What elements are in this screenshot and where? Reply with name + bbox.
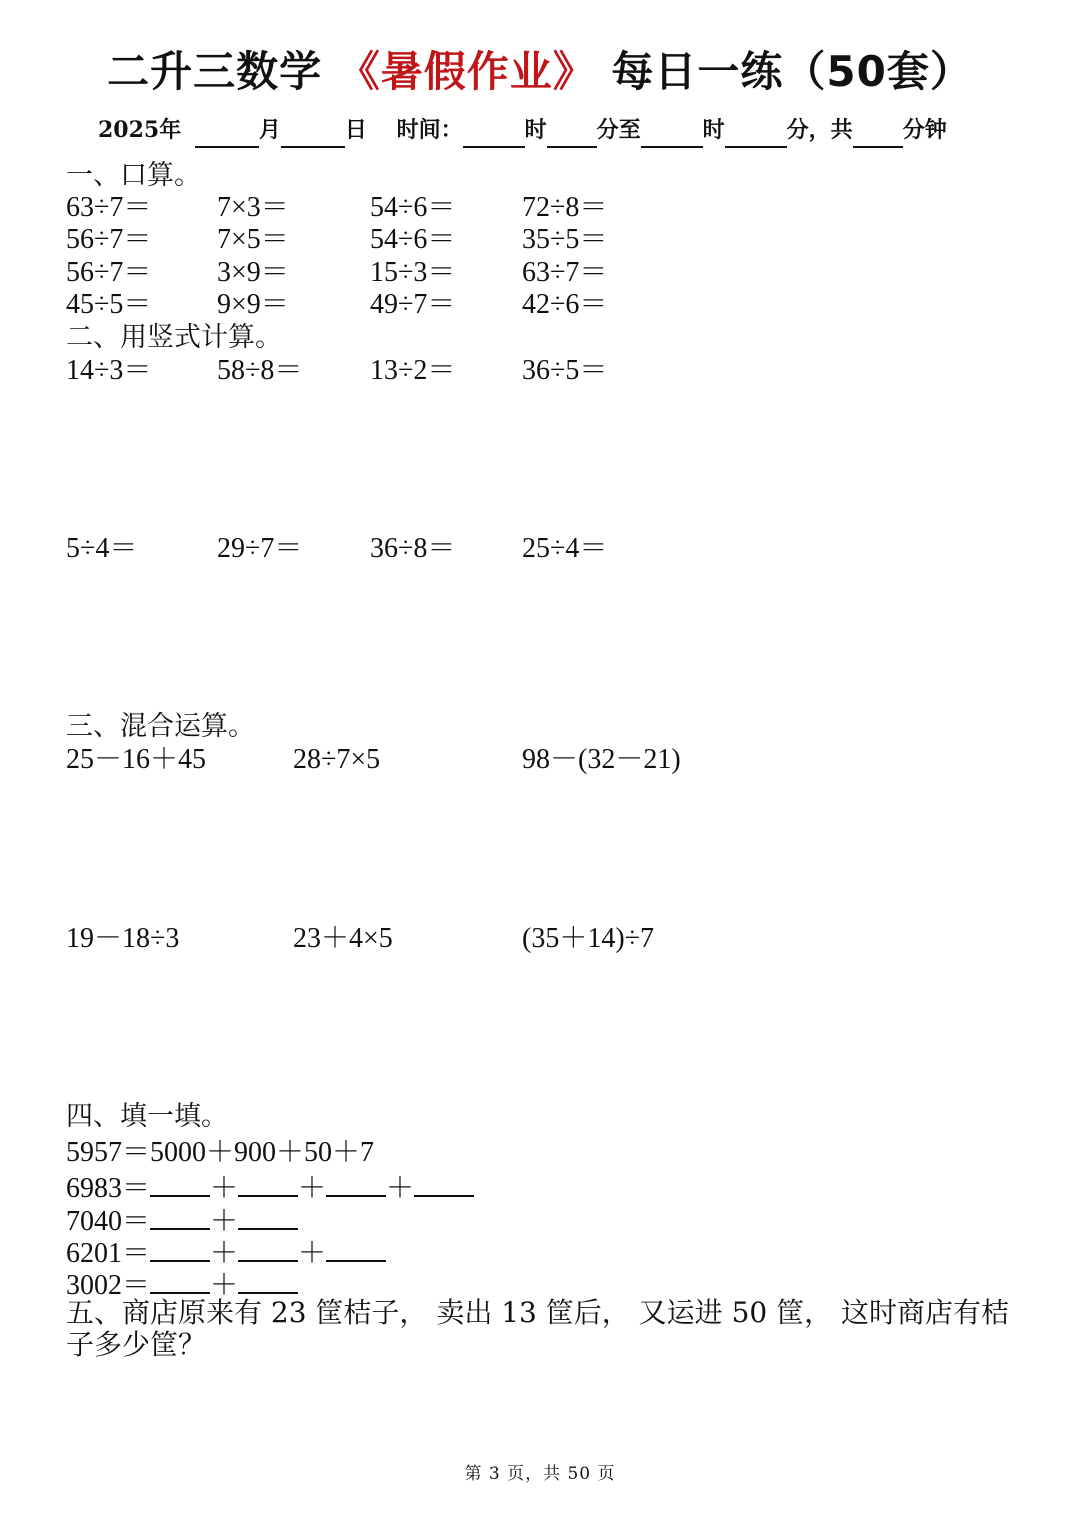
total-minutes-blank[interactable] bbox=[853, 120, 903, 148]
fill-blank[interactable] bbox=[238, 1266, 298, 1294]
problem-2-1-2: 58÷8＝ bbox=[217, 355, 303, 386]
start-minute-blank[interactable] bbox=[547, 120, 597, 148]
fill-blank[interactable] bbox=[238, 1202, 298, 1230]
problem-1-4-4: 42÷6＝ bbox=[522, 289, 608, 320]
problem-3-2-3: (35＋14)÷7 bbox=[522, 923, 655, 954]
problem-1-3-2: 3×9＝ bbox=[217, 257, 289, 288]
fill-row-7040 bbox=[66, 1202, 298, 1238]
problem-2-2-4: 25÷4＝ bbox=[522, 533, 608, 564]
fill-blank[interactable] bbox=[414, 1169, 474, 1197]
problem-1-2-2: 7×5＝ bbox=[217, 224, 289, 255]
fill-example: 5957＝5000＋900＋50＋7 bbox=[66, 1137, 375, 1168]
problem-1-1-1: 63÷7＝ bbox=[66, 192, 152, 223]
time-label: 时间： bbox=[396, 117, 463, 143]
problem-3-1-1: 25－16＋45 bbox=[66, 744, 207, 775]
fill-number: 6201＝ bbox=[66, 1238, 151, 1269]
problem-2-1-4: 36÷5＝ bbox=[522, 355, 608, 386]
problem-3-1-2: 28÷7×5 bbox=[293, 744, 381, 775]
plus-sign: ＋ bbox=[210, 1270, 239, 1301]
title-part1: 二升三数学 bbox=[107, 47, 323, 96]
fill-row-6201 bbox=[66, 1234, 386, 1270]
month-label: 月 bbox=[258, 117, 281, 143]
plus-sign: ＋ bbox=[298, 1173, 327, 1204]
fill-number: 7040＝ bbox=[66, 1206, 151, 1237]
minutes-label: 分钟 bbox=[902, 117, 947, 143]
fill-blank[interactable] bbox=[326, 1169, 386, 1197]
section2-heading: 二、用竖式计算。 bbox=[66, 322, 282, 353]
problem-1-1-2: 7×3＝ bbox=[217, 192, 289, 223]
problem-2-2-3: 36÷8＝ bbox=[370, 533, 456, 564]
page-footer: 第 3 页，共 50 页 bbox=[464, 1464, 616, 1484]
section3-heading: 三、混合运算。 bbox=[66, 711, 255, 742]
month-blank[interactable] bbox=[195, 120, 259, 148]
section4-heading: 四、填一填。 bbox=[66, 1101, 228, 1132]
date-time-line bbox=[98, 112, 998, 148]
day-label: 日 bbox=[344, 117, 367, 143]
problem-1-2-1: 56÷7＝ bbox=[66, 224, 152, 255]
problem-1-3-4: 63÷7＝ bbox=[522, 257, 608, 288]
fill-blank[interactable] bbox=[238, 1169, 298, 1197]
day-blank[interactable] bbox=[281, 120, 345, 148]
year-label: 2025年 bbox=[98, 117, 182, 143]
start-hour-blank[interactable] bbox=[463, 120, 525, 148]
problem-1-2-4: 35÷5＝ bbox=[522, 224, 608, 255]
problem-1-1-4: 72÷8＝ bbox=[522, 192, 608, 223]
problem-3-1-3: 98－(32－21) bbox=[522, 744, 681, 775]
title-highlight: 《暑假作业》 bbox=[337, 47, 596, 96]
fill-number: 6983＝ bbox=[66, 1173, 151, 1204]
minute-to-label: 分至 bbox=[596, 117, 641, 143]
minute-total-label: 分，共 bbox=[786, 117, 853, 143]
problem-3-2-2: 23＋4×5 bbox=[293, 923, 393, 954]
problem-2-1-3: 13÷2＝ bbox=[370, 355, 456, 386]
fill-number: 3002＝ bbox=[66, 1270, 151, 1301]
fill-blank[interactable] bbox=[238, 1234, 298, 1262]
plus-sign: ＋ bbox=[210, 1238, 239, 1269]
fill-blank[interactable] bbox=[326, 1234, 386, 1262]
problem-3-2-1: 19－18÷3 bbox=[66, 923, 180, 954]
section1-heading: 一、口算。 bbox=[66, 160, 201, 191]
fill-blank[interactable] bbox=[150, 1202, 210, 1230]
problem-2-1-1: 14÷3＝ bbox=[66, 355, 152, 386]
hour2-label: 时 bbox=[702, 117, 725, 143]
end-hour-blank[interactable] bbox=[641, 120, 703, 148]
fill-blank[interactable] bbox=[150, 1169, 210, 1197]
problem-2-2-2: 29÷7＝ bbox=[217, 533, 303, 564]
end-minute-blank[interactable] bbox=[725, 120, 787, 148]
fill-blank[interactable] bbox=[150, 1266, 210, 1294]
plus-sign: ＋ bbox=[210, 1206, 239, 1237]
problem-1-1-3: 54÷6＝ bbox=[370, 192, 456, 223]
fill-blank[interactable] bbox=[150, 1234, 210, 1262]
problem-1-4-2: 9×9＝ bbox=[217, 289, 289, 320]
problem-1-4-1: 45÷5＝ bbox=[66, 289, 152, 320]
plus-sign: ＋ bbox=[298, 1238, 327, 1269]
word-problem: 五、商店原来有 23 筐桔子， 卖出 13 筐后， 又运进 50 筐， 这时商店有桔子多少筐？ bbox=[66, 1296, 1009, 1361]
problem-1-3-1: 56÷7＝ bbox=[66, 257, 152, 288]
plus-sign: ＋ bbox=[386, 1173, 415, 1204]
title-part2: 每日一练（50套） bbox=[611, 47, 973, 96]
hour1-label: 时 bbox=[524, 117, 547, 143]
problem-1-2-3: 54÷6＝ bbox=[370, 224, 456, 255]
problem-1-3-3: 15÷3＝ bbox=[370, 257, 456, 288]
page-title bbox=[0, 40, 1080, 104]
problem-1-4-3: 49÷7＝ bbox=[370, 289, 456, 320]
plus-sign: ＋ bbox=[210, 1173, 239, 1204]
fill-row-6983 bbox=[66, 1169, 474, 1205]
problem-2-2-1: 5÷4＝ bbox=[66, 533, 138, 564]
